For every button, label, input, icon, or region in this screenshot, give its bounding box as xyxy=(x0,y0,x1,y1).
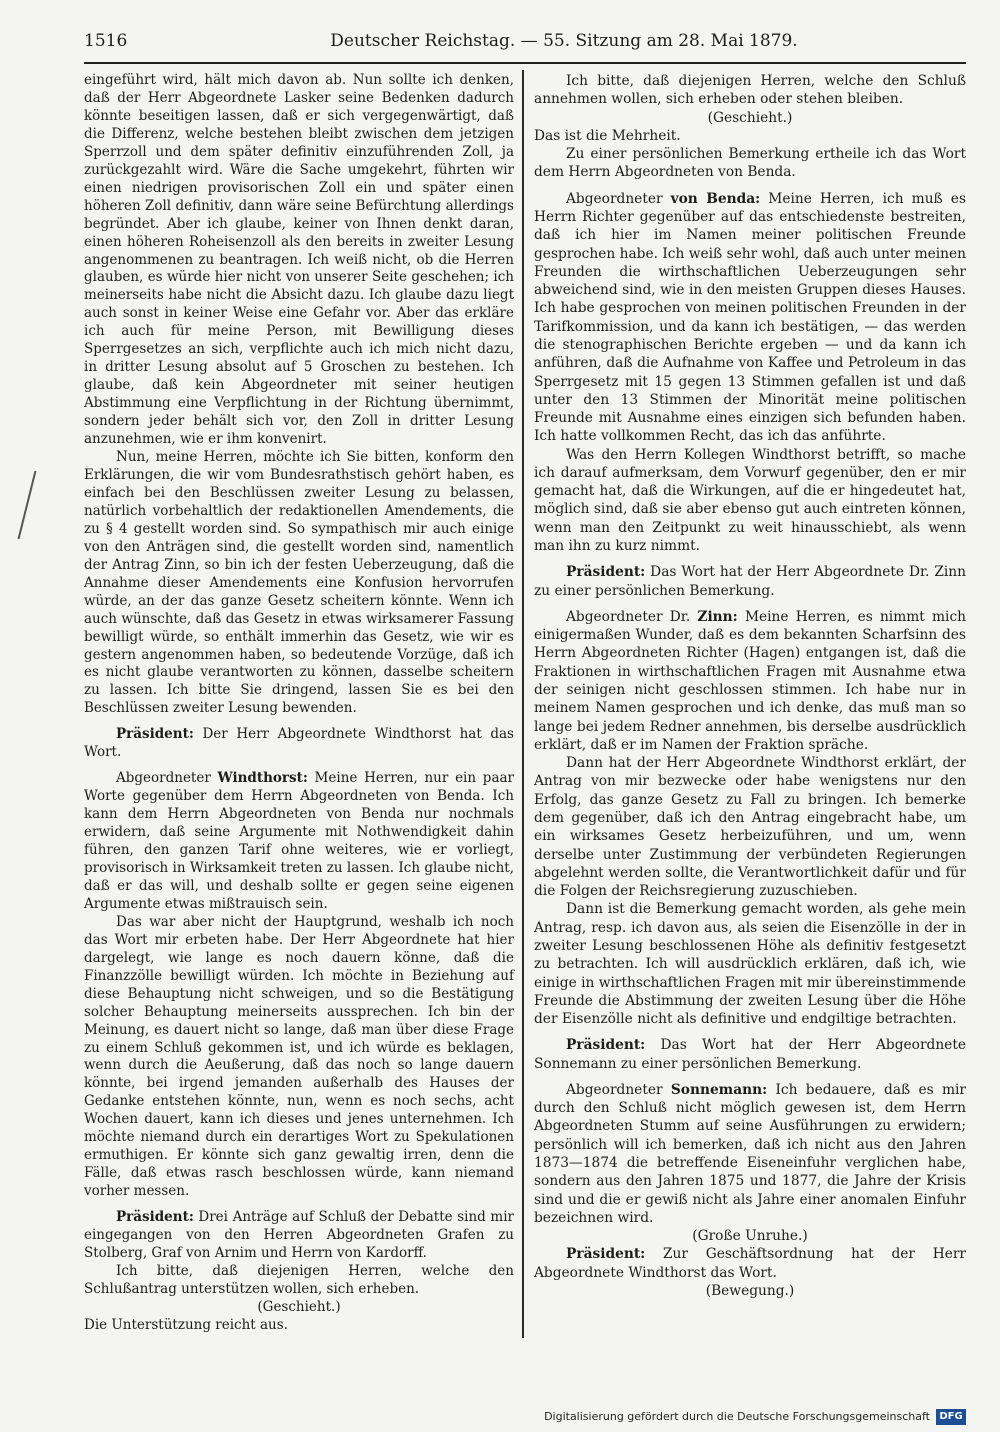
speaker-name: Präsident: xyxy=(566,1037,646,1054)
speaker-name: Windthorst: xyxy=(217,770,308,787)
dfg-logo: DFG xyxy=(936,1409,966,1425)
paragraph: Das war aber nicht der Hauptgrund, weshalb ich noch das Wort mir erbeten habe. Der Herr Abgeordnete hat hier dargelegt, wie lange es noch dauern könne, daß die Finanzzölle bewilligt würden. Ich möchte in Beziehung auf diese Behauptung nicht schweigen, und so die Bestätigung solcher Behauptung meinerseits aussprechen. Ich bin der Meinung, es dauert nicht so lange, daß man über diese Frage zu einem Schluß gekommen ist, und ich würde es beklagen, wenn durch die Aeußerung, daß das noch so lange dauern könnte, bei irgend jemanden außerhalb des Hauses der Gedanke entstehen könnte, nun, wenn es noch sechs, acht Wochen dauert, kann ich dieses und jenes unternehmen. Ich möchte niemand durch ein derartiges Wort zu Spekulationen ermuthigen. Er könnte sich ganz gewaltig irren, denn die Fälle, daß etwas rasch beschlossen würde, kann niemand vorher messen. xyxy=(84,913,514,1200)
speaker-name: Präsident: xyxy=(566,564,646,581)
speaker-prefix: Abgeordneter xyxy=(566,1081,671,1098)
speech-president xyxy=(84,726,514,762)
left-column xyxy=(84,72,514,1335)
speaker-name: Präsident: xyxy=(116,1209,194,1226)
paragraph: Ich bitte, daß diejenigen Herren, welche den Schluß annehmen wollen, sich erheben oder stehen bleiben. xyxy=(534,73,966,108)
speaker-name: von Benda: xyxy=(670,190,761,207)
speech-von-benda xyxy=(534,190,966,446)
speech-text: Drei Anträge auf Schluß der Debatte sind mir eingegangen von den Herren Abgeordneten Grafen zu Stolberg, Graf von Arnim und Herrn von Kardorff. xyxy=(84,1209,514,1261)
paragraph: Dann hat der Herr Abgeordnete Windthorst erklärt, der Antrag von mir bezwecke oder habe wenigstens nur den Erfolg, das ganze Gesetz zu Fall zu bringen. Ich bemerke dem gegenüber, daß ich den Antrag eingebracht habe, um ein wirksames Gesetz herbeizuführen, und um, wenn derselbe unter Zustimmung der verbündeten Regierungen abgelehnt werden sollte, die Verantwortlichkeit dafür und für die Folgen der Reichsregierung zuzuschieben. xyxy=(534,755,966,900)
speech-zinn xyxy=(534,608,966,754)
margin-pencil-mark xyxy=(18,471,37,539)
right-column xyxy=(534,72,966,1300)
page-header xyxy=(84,30,966,52)
speech-president xyxy=(534,1036,966,1073)
funding-footer xyxy=(544,1408,966,1426)
paragraph: Das ist die Mehrheit. xyxy=(534,127,681,144)
paragraph: Nun, meine Herren, möchte ich Sie bitten, konform den Erklärungen, die wir vom Bundesrathstisch gehört haben, es einfach bei den Beschlüssen zweiter Lesung zu belassen, natürlich vorbehaltlich der redaktionellen Amendements, die zu § 4 gestellt worden sind. So sympathisch mir auch einige von den Anträgen sind, die gestellt worden sind, namentlich der Antrag Zinn, so bin ich der festen Ueberzeugung, daß die Annahme dieser Amendements eine Konfusion hervorrufen würde, an der das ganze Gesetz scheitern könnte. Wenn ich auch wünschte, daß das Gesetz in etwas wirksamerer Fassung bewilligt würde, so enthält immerhin das Gesetz, wie wir es gestern angenommen haben, so bedeutende Vorzüge, daß ich es nicht glaube verantworten zu können, dasselbe scheitern zu lassen. Ich bitte Sie dringend, lassen Sie es bei den Beschlüssen zweiter Lesung bewenden. xyxy=(84,449,514,717)
speaker-name: Präsident: xyxy=(116,726,194,743)
speech-text: Meine Herren, ich muß es Herrn Richter gegenüber auf das entschiedenste bestreiten, daß ich hier im Namen meiner politischen Freunde gesprochen habe. Ich weiß sehr wohl, daß auch unter meinen Freunden die wirthschaftlichen Ueberzeugungen sehr abweichend sind, wie in den meisten Gruppen dieses Hauses. Ich habe gesprochen von meinen politischen Freunden in der Tarifkommission, und da kann ich bestätigen, — das werden die stenographischen Berichte ergeben — und da kann ich anführen, daß die Aufnahme von Kaffee und Petroleum in das Sperrgesetz mit 15 gegen 13 Stimmen gefallen ist und daß unter den 13 Stimmen der Minorität meine politischen Freunde mit Ausnahme eines einzigen sich befunden haben. Ich hatte vollkommen Recht, das ich das anführte. xyxy=(534,190,966,445)
speech-text: Der Herr Abgeordnete Windthorst hat das Wort. xyxy=(84,726,514,761)
speech-text: Das Wort hat der Herr Abgeordnete Sonnemann zu einer persönlichen Bemerkung. xyxy=(534,1037,966,1072)
speech-text: Meine Herren, nur ein paar Worte gegenüber dem Herrn Abgeordneten von Benda. Ich kann dem Herrn Abgeordneten von Benda nur nochmals erwidern, daß seine Argumente mit Nothwendigkeit dahin führen, den ganzen Tarif ohne weiteres, wie er vorliegt, provisorisch in Wirksamkeit treten zu lassen. Ich glaube nicht, daß er das will, und deshalb sollte er gegen seine eigenen Argumente etwas mißtrauisch sein. xyxy=(84,770,514,912)
speaker-name: Präsident: xyxy=(566,1246,646,1263)
speech-text: Ich bedauere, daß es mir durch den Schluß nicht möglich gewesen ist, dem Herrn Abgeordneten Stumm auf seine Ausführungen zu erwidern; persönlich will ich bemerken, daß ich nicht aus den Jahren 1873—1874 die betreffende Eiseneinfuhr verglichen habe, sondern aus den Jahren 1875 und 1877, die Jahre der Krisis sind und die er gewiß nicht als Jahre einer anomalen Einfuhr bezeichnen wird. xyxy=(534,1081,966,1226)
speech-text: Zur Geschäftsordnung hat der Herr Abgeordnete Windthorst das Wort. xyxy=(534,1246,966,1281)
stage-direction: (Geschieht.) xyxy=(707,109,793,126)
paragraph: Die Unterstützung reicht aus. xyxy=(84,1316,288,1333)
speech-president xyxy=(84,1209,514,1263)
speaker-prefix: Abgeordneter xyxy=(566,190,671,207)
paragraph: Zu einer persönlichen Bemerkung ertheile ich das Wort dem Herrn Abgeordneten von Benda. xyxy=(534,146,966,181)
stage-direction: (Geschieht.) xyxy=(257,1298,341,1315)
speech-windthorst xyxy=(84,770,514,914)
stage-direction: (Große Unruhe.) xyxy=(692,1228,808,1245)
speaker-prefix: Abgeordneter Dr. xyxy=(566,608,698,625)
paragraph: Ich bitte, daß diejenigen Herren, welche den Schlußantrag unterstützen wollen, sich erheben. xyxy=(84,1262,514,1297)
paragraph: Was den Herrn Kollegen Windthorst betrifft, so mache ich darauf aufmerksam, dem Vorwurf gegenüber, den er mir gemacht hat, daß die Wirkungen, auf die er hingedeutet hat, möglich sind, daß sie aber ebenso gut auch eintreten können, wenn man den Zeitpunkt zu weit hinausschiebt, als wenn man ihn zu kurz nimmt. xyxy=(534,446,966,555)
speech-text: Das Wort hat der Herr Abgeordnete Dr. Zinn zu einer persönlichen Bemerkung. xyxy=(534,564,966,599)
speech-sonnemann xyxy=(534,1081,966,1227)
speaker-name: Sonnemann: xyxy=(670,1081,768,1098)
page-number: 1516 xyxy=(84,31,128,51)
paragraph: Dann ist die Bemerkung gemacht worden, als gehe mein Antrag, resp. ich davon aus, als seien die Eisenzölle in der in zweiter Lesung beschlossenen Höhe als definitiv festgesetzt zu betrachten. Ich will ausdrücklich erklären, daß ich, wie einige in wirthschaftlichen Fragen mit mir übereinstimmende Freunde die Abstimmung der zweiten Lesung über die Höhe der Eisenzölle nicht als definitive und endgiltige betrachten. xyxy=(534,901,966,1028)
running-title: Deutscher Reichstag. — 55. Sitzung am 28. Mai 1879. xyxy=(330,31,798,51)
speech-text: Meine Herren, es nimmt mich einigermaßen Wunder, daß es dem bekannten Scharfsinn des Herrn Abgeordneten Richter (Hagen) entgangen ist, daß die Fraktionen in wirthschaftlichen Fragen mit Ausnahme etwa der seinigen nicht geschlossen stimmen. Ich habe nur in meinem Namen gesprochen und ich denke, das muß man so lange bei jedem Redner annehmen, bis derselbe ausdrücklich erklärt, daß er im Namen der Fraktion spräche. xyxy=(534,608,966,753)
stage-direction: (Bewegung.) xyxy=(705,1283,795,1299)
paragraph: eingeführt wird, hält mich davon ab. Nun sollte ich denken, daß der Herr Abgeordnete Lasker seine Bedenken dadurch könnte beseitigen lassen, daß er sich vergegenwärtigt, daß die Differenz, welche bestehen bleibt zwischen dem jetzigen Sperrzoll und dem später definitiv einzuführenden Zoll, ja zurückgezahlt wird. Wäre die Sache umgekehrt, führten wir einen niedrigen provisorischen Zoll ein und später einen höheren Zoll definitiv, dann wäre seine Befürchtung allerdings begründet. Aber ich glaube, keiner von Ihnen denkt daran, einen höheren Roheisenzoll als den bereits in zweiter Lesung angenommenen zu beantragen. Ich weiß nicht, ob die Herren glauben, es würde hier nicht von unserer Seite geschehen; ich meinerseits habe nicht die Absicht dazu. Ich glaube dazu liegt auch sonst in keiner Weise eine Gefahr vor. Aber das erkläre ich auch für meine Person, mit Bewilligung dieses Sperrgesetzes an sich, verpflichte auch ich mich nicht dazu, in dritter Lesung absolut auf 5 Groschen zu bestehen. Ich glaube, daß kein Abgeordneter mit seiner heutigen Abstimmung eine Verpflichtung in der Richtung übernimmt, sondern jeder behält sich vor, den Zoll in dritter Lesung anzunehmen, wie er ihm konvenirt. xyxy=(84,72,514,448)
column-rule xyxy=(522,70,524,1338)
footer-text: Digitalisierung gefördert durch die Deutsche Forschungsgemeinschaft xyxy=(544,1410,930,1423)
speech-president xyxy=(534,1245,966,1282)
speaker-name: Zinn: xyxy=(697,608,738,625)
speaker-prefix: Abgeordneter xyxy=(116,770,218,787)
header-rule xyxy=(84,62,966,64)
speech-president xyxy=(534,563,966,600)
